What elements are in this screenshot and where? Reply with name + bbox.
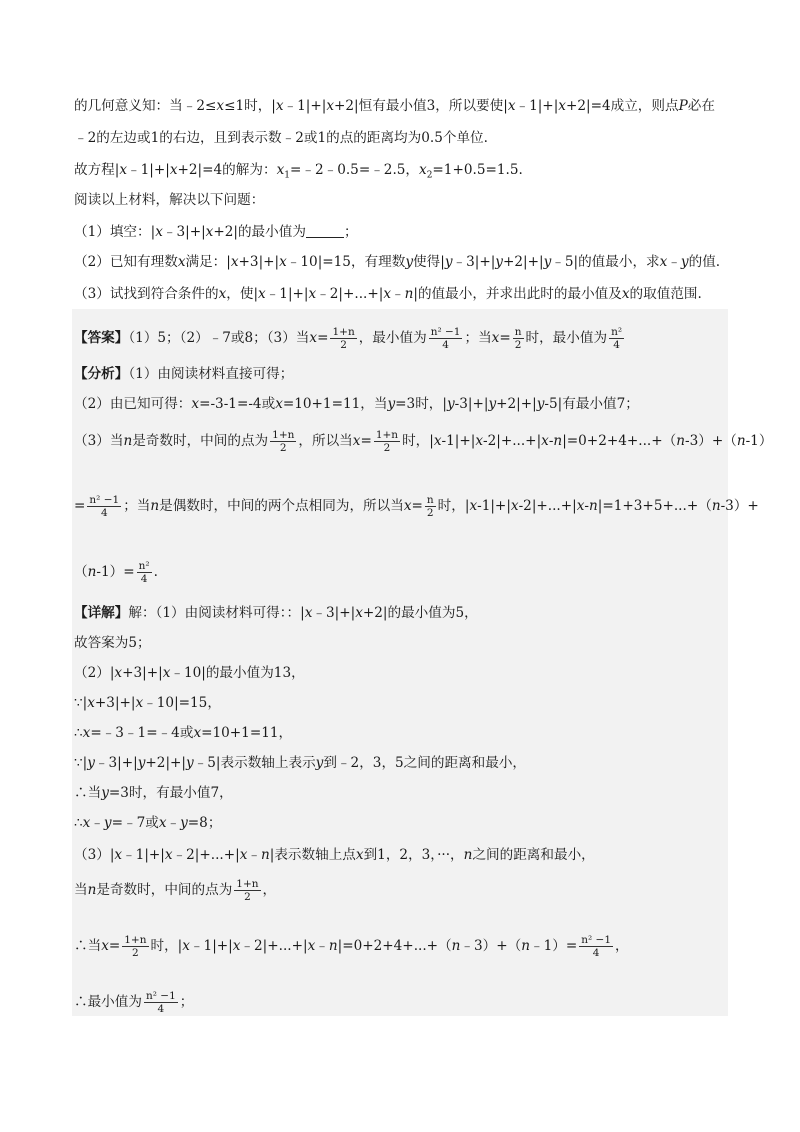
analysis-line-1: 【分析】（1）由阅读材料直接可得； <box>74 366 294 382</box>
fraction: $\frac{1+n}{2}$ <box>332 326 355 351</box>
answer-line: 【答案】（1）5；（2）﹣7或8；（3）当x= $\frac{1+n}{2}$ ，最小值为 $\frac{\text{n² −1}}{4}$ ；当x= $\frac{n}{2}$ 时，最小值为 $\frac{\text{n²}}{4}$ <box>74 326 623 351</box>
fraction: $\frac{n}{2}$ <box>426 494 434 519</box>
fraction: $\frac{\text{n²}}{4}$ <box>138 560 150 585</box>
analysis-line-3: （3）当n是奇数时，中间的点为 $\frac{1+n}{2}$ ，所以当x= $\frac{1+n}{2}$ 时，|x-1|+|x-2|+...+|x-n|=0+2+4+...+（n-3）+（n-1） <box>74 429 773 454</box>
detail-line-3: （2）|x+3|+|x﹣10|的最小值为13， <box>74 665 305 681</box>
intro-line-4: 阅读以上材料，解决以下问题： <box>74 192 265 208</box>
detail-line-9: （3）|x﹣1|+|x﹣2|+...+|x﹣n|表示数轴上点x到1，2，3，···，n之间的距离和最小， <box>74 847 595 863</box>
fraction: $\frac{1+n}{2}$ <box>375 429 399 454</box>
fraction: $\frac{\text{n² −1}}{4}$ <box>89 494 120 519</box>
fraction: $\frac{\text{n² −1}}{4}$ <box>145 990 176 1015</box>
detail-line-11: ∴当x= $\frac{1+n}{2}$ 时，|x﹣1|+|x﹣2|+...+|x﹣n|=0+2+4+...+（n﹣3）+（n﹣1）= $\frac{\text{n² −1}}{4}$ ， <box>74 934 629 959</box>
analysis-line-2: （2）由已知可得：x=-3-1=-4或x=10+1=11，当y=3时，|y-3|+|y+2|+|y-5|有最小值7； <box>74 396 639 412</box>
detail-line-6: ∵|y﹣3|+|y+2|+|y﹣5|表示数轴上表示y到﹣2，3，5之间的距离和最小， <box>74 755 527 771</box>
intro-line-2: ﹣2的左边或1的右边，且到表示数﹣2或1的点的距离均为0.5个单位. <box>74 130 488 146</box>
intro-line-3: 故方程|x﹣1|+|x+2|=4的解为：$x_1=﹣2﹣0.5=﹣2.5$，$x_2=1+0.5=1.5$. <box>74 162 523 181</box>
detail-line-5: ∴x=﹣3﹣1=﹣4或x=10+1=11， <box>74 725 293 741</box>
intro-line-1: 的几何意义知：当﹣2≤x≤1时，|x﹣1|+|x+2|恒有最小值3，所以要使|x﹣1|+|x+2|=4成立，则点P必在 <box>74 98 715 114</box>
question-2: （2）已知有理数x满足：|x+3|+|x﹣10|=15，有理数y使得|y﹣3|+|y+2|+|y﹣5|的值最小，求x﹣y的值. <box>74 254 721 270</box>
analysis-line-4: = $\frac{\text{n² −1}}{4}$ ；当n是偶数时，中间的两个点相同为，所以当x= $\frac{n}{2}$ 时，|x-1|+|x-2|+...+|x-n|=1+3+5+...+（n-3）+ <box>74 494 759 519</box>
question-3: （3）试找到符合条件的x，使|x﹣1|+|x﹣2|+...+|x﹣n|的值最小，并求出此时的最小值及x的取值范围. <box>74 286 702 302</box>
fraction: $\frac{\text{n²}}{4}$ <box>611 326 623 351</box>
fraction: $\frac{1+n}{2}$ <box>272 429 295 454</box>
detail-line-12: ∴最小值为 $\frac{\text{n² −1}}{4}$ ； <box>74 990 194 1015</box>
detail-tag: 【详解】 <box>74 605 129 621</box>
detail-line-7: ∴当y=3时，有最小值7， <box>74 785 233 801</box>
detail-line-4: ∵|x+3|+|x﹣10|=15， <box>74 695 221 711</box>
fraction: $\frac{1+n}{2}$ <box>124 934 147 959</box>
fraction: $\frac{n}{2}$ <box>514 326 522 351</box>
fraction: $\frac{1+n}{2}$ <box>236 878 259 903</box>
answer-tag: 【答案】 <box>74 330 129 346</box>
detail-line-1: 【详解】解：（1）由阅读材料可得：：|x﹣3|+|x+2|的最小值为5， <box>74 605 478 621</box>
fraction: $\frac{\text{n² −1}}{4}$ <box>430 326 461 351</box>
analysis-tag: 【分析】 <box>74 366 129 382</box>
question-1: （1）填空：|x﹣3|+|x+2|的最小值为 ； <box>74 224 358 240</box>
fraction: $\frac{\text{n² −1}}{4}$ <box>581 934 612 959</box>
answer-blank <box>306 223 344 238</box>
detail-line-2: 故答案为5； <box>74 635 151 651</box>
detail-line-8: ∴x﹣y=﹣7或x﹣y=8； <box>74 815 222 831</box>
detail-line-10: 当n是奇数时，中间的点为 $\frac{1+n}{2}$ ， <box>74 878 277 903</box>
analysis-line-5: （n-1）= $\frac{\text{n²}}{4}$ . <box>74 560 158 585</box>
